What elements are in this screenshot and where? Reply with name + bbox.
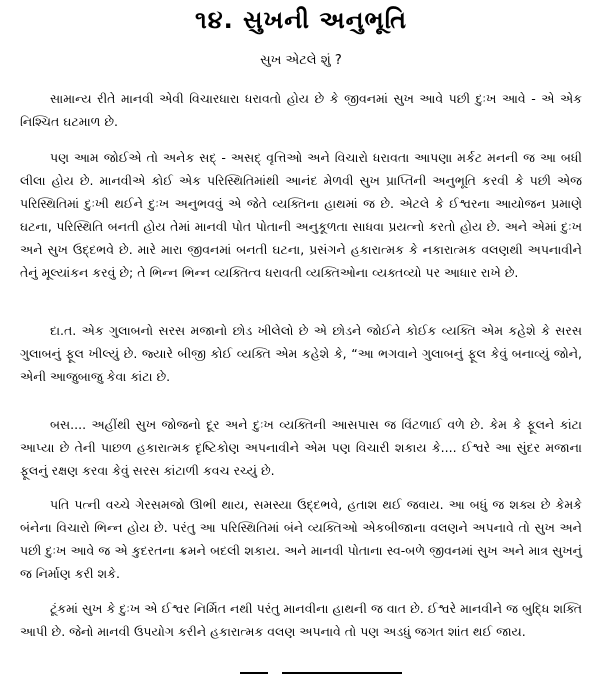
paragraph-4: બસ.... અહીંથી સુખ જોજનો દૂર અને દુઃખ વ્યક્તિની આસપાસ જ વિંટળાઈ વળે છે. કેમ કે ફૂલને કાંટા આપ્યા છે તેની પાછળ હકારાત્મક દૃષ્ટિકોણ અપનાવીને એમ પણ વિચારી શકાય કે.... ઈશ્વરે આ સુંદર મજાના ફૂલનું રક્ષણ કરવા કેવું સરસ કાંટાળી કવચ રચ્યું છે. (20, 417, 582, 478)
chapter-title: ૧૪. સુખની અનુભૂતિ (194, 6, 408, 34)
section-subtitle: સુખ એટલે શું ? (260, 53, 342, 68)
cut-off-text-fragment (282, 672, 402, 674)
paragraph-1: સામાન્ય રીતે માનવી એવી વિચારધારા ધરાવતો હોય છે કે જીવનમાં સુખ આવે પછી દુઃખ આવે - એ એક નિશ્ચિત ઘટમાળ છે. (20, 91, 582, 129)
paragraph-5: પતિ પત્ની વચ્ચે ગેરસમજો ઊભી થાય, સમસ્યા ઉદ્દભવે, હતાશ થઈ જવાય. આ બધું જ શક્ય છે કેમકે બંનેના વિચારો ભિન્ન હોય છે. પરંતુ આ પરિસ્થિતિમાં બંને વ્યક્તિઓ એકબીજાના વલણને અપનાવે તો સુખ અને પછી દુઃખ આવે જ એ કુદરતના ક્રમને બદલી શકાય. અને માનવી પોતાના સ્વ-બળે જીવનમાં સુખ અને માત્ર સુખનું જ નિર્માણ કરી શકે. (20, 497, 582, 581)
cut-off-text-fragment (240, 672, 268, 674)
paragraph-3: દા.ત. એક ગુલાબનો સરસ મજાનો છોડ ખીલેલો છે એ છોડને જોઈને કોઈક વ્યક્તિ એમ કહેશે કે સરસ ગુલાબનું ફૂલ ખીલ્યું છે. જ્યારે બીજી કોઈ વ્યક્તિ એમ કહેશે કે, “આ ભગવાને ગુલાબનું ફૂલ કેવું બનાવ્યું જોને, એની આજુબાજુ કેવા કાંટા છે. (20, 323, 582, 384)
paragraph-6: ટૂંકમાં સુખ કે દુઃખ એ ઈશ્વર નિર્મિત નથી પરંતુ માનવીના હાથની જ વાત છે. ઈશ્વરે માનવીને જ બુદ્ધિ શક્તિ આપી છે. જેનો માનવી ઉપયોગ કરીને હકારાત્મક વલણ અપનાવે તો પણ અડધું જગત શાંત થઈ જાય. (20, 601, 582, 639)
paragraph-2: પણ આમ જોઈએ તો અનેક સદ્ - અસદ્ વૃત્તિઓ અને વિચારો ધરાવતા આપણા મર્કટ મનની જ આ બધી લીલા હોય છે. માનવીએ કોઈ એક પરિસ્થિતિમાંથી આનંદ મેળવી સુખ પ્રાપ્તિની અનુભૂતિ કરવી કે પછી એજ પરિસ્થિતિમાં દુઃખી થઈને દુઃખ અનુભવવું એ જેતે વ્યક્તિના હાથમાં જ છે. એટલે કે ઈશ્વરના આયોજન પ્રમાણે ઘટના, પરિસ્થિતિ બનતી હોય તેમાં માનવી પોત પોતાની અનુકૂળતા સાધવા પ્રયત્નો કરતો હોય છે. અને એમાં દુઃખ અને સુખ ઉદ્દભવે છે. મારે મારા જીવનમાં બનતી ઘટના, પ્રસંગને હકારાત્મક કે નકારાત્મક વલણથી અપનાવીને તેનું મૂલ્યાંકન કરવું છે; તે ભિન્ન ભિન્ન વ્યક્તિત્વ ધરાવતી વ્યક્તિઓના વ્યક્તવ્યો પર આધાર રાખે છે. (20, 150, 582, 280)
